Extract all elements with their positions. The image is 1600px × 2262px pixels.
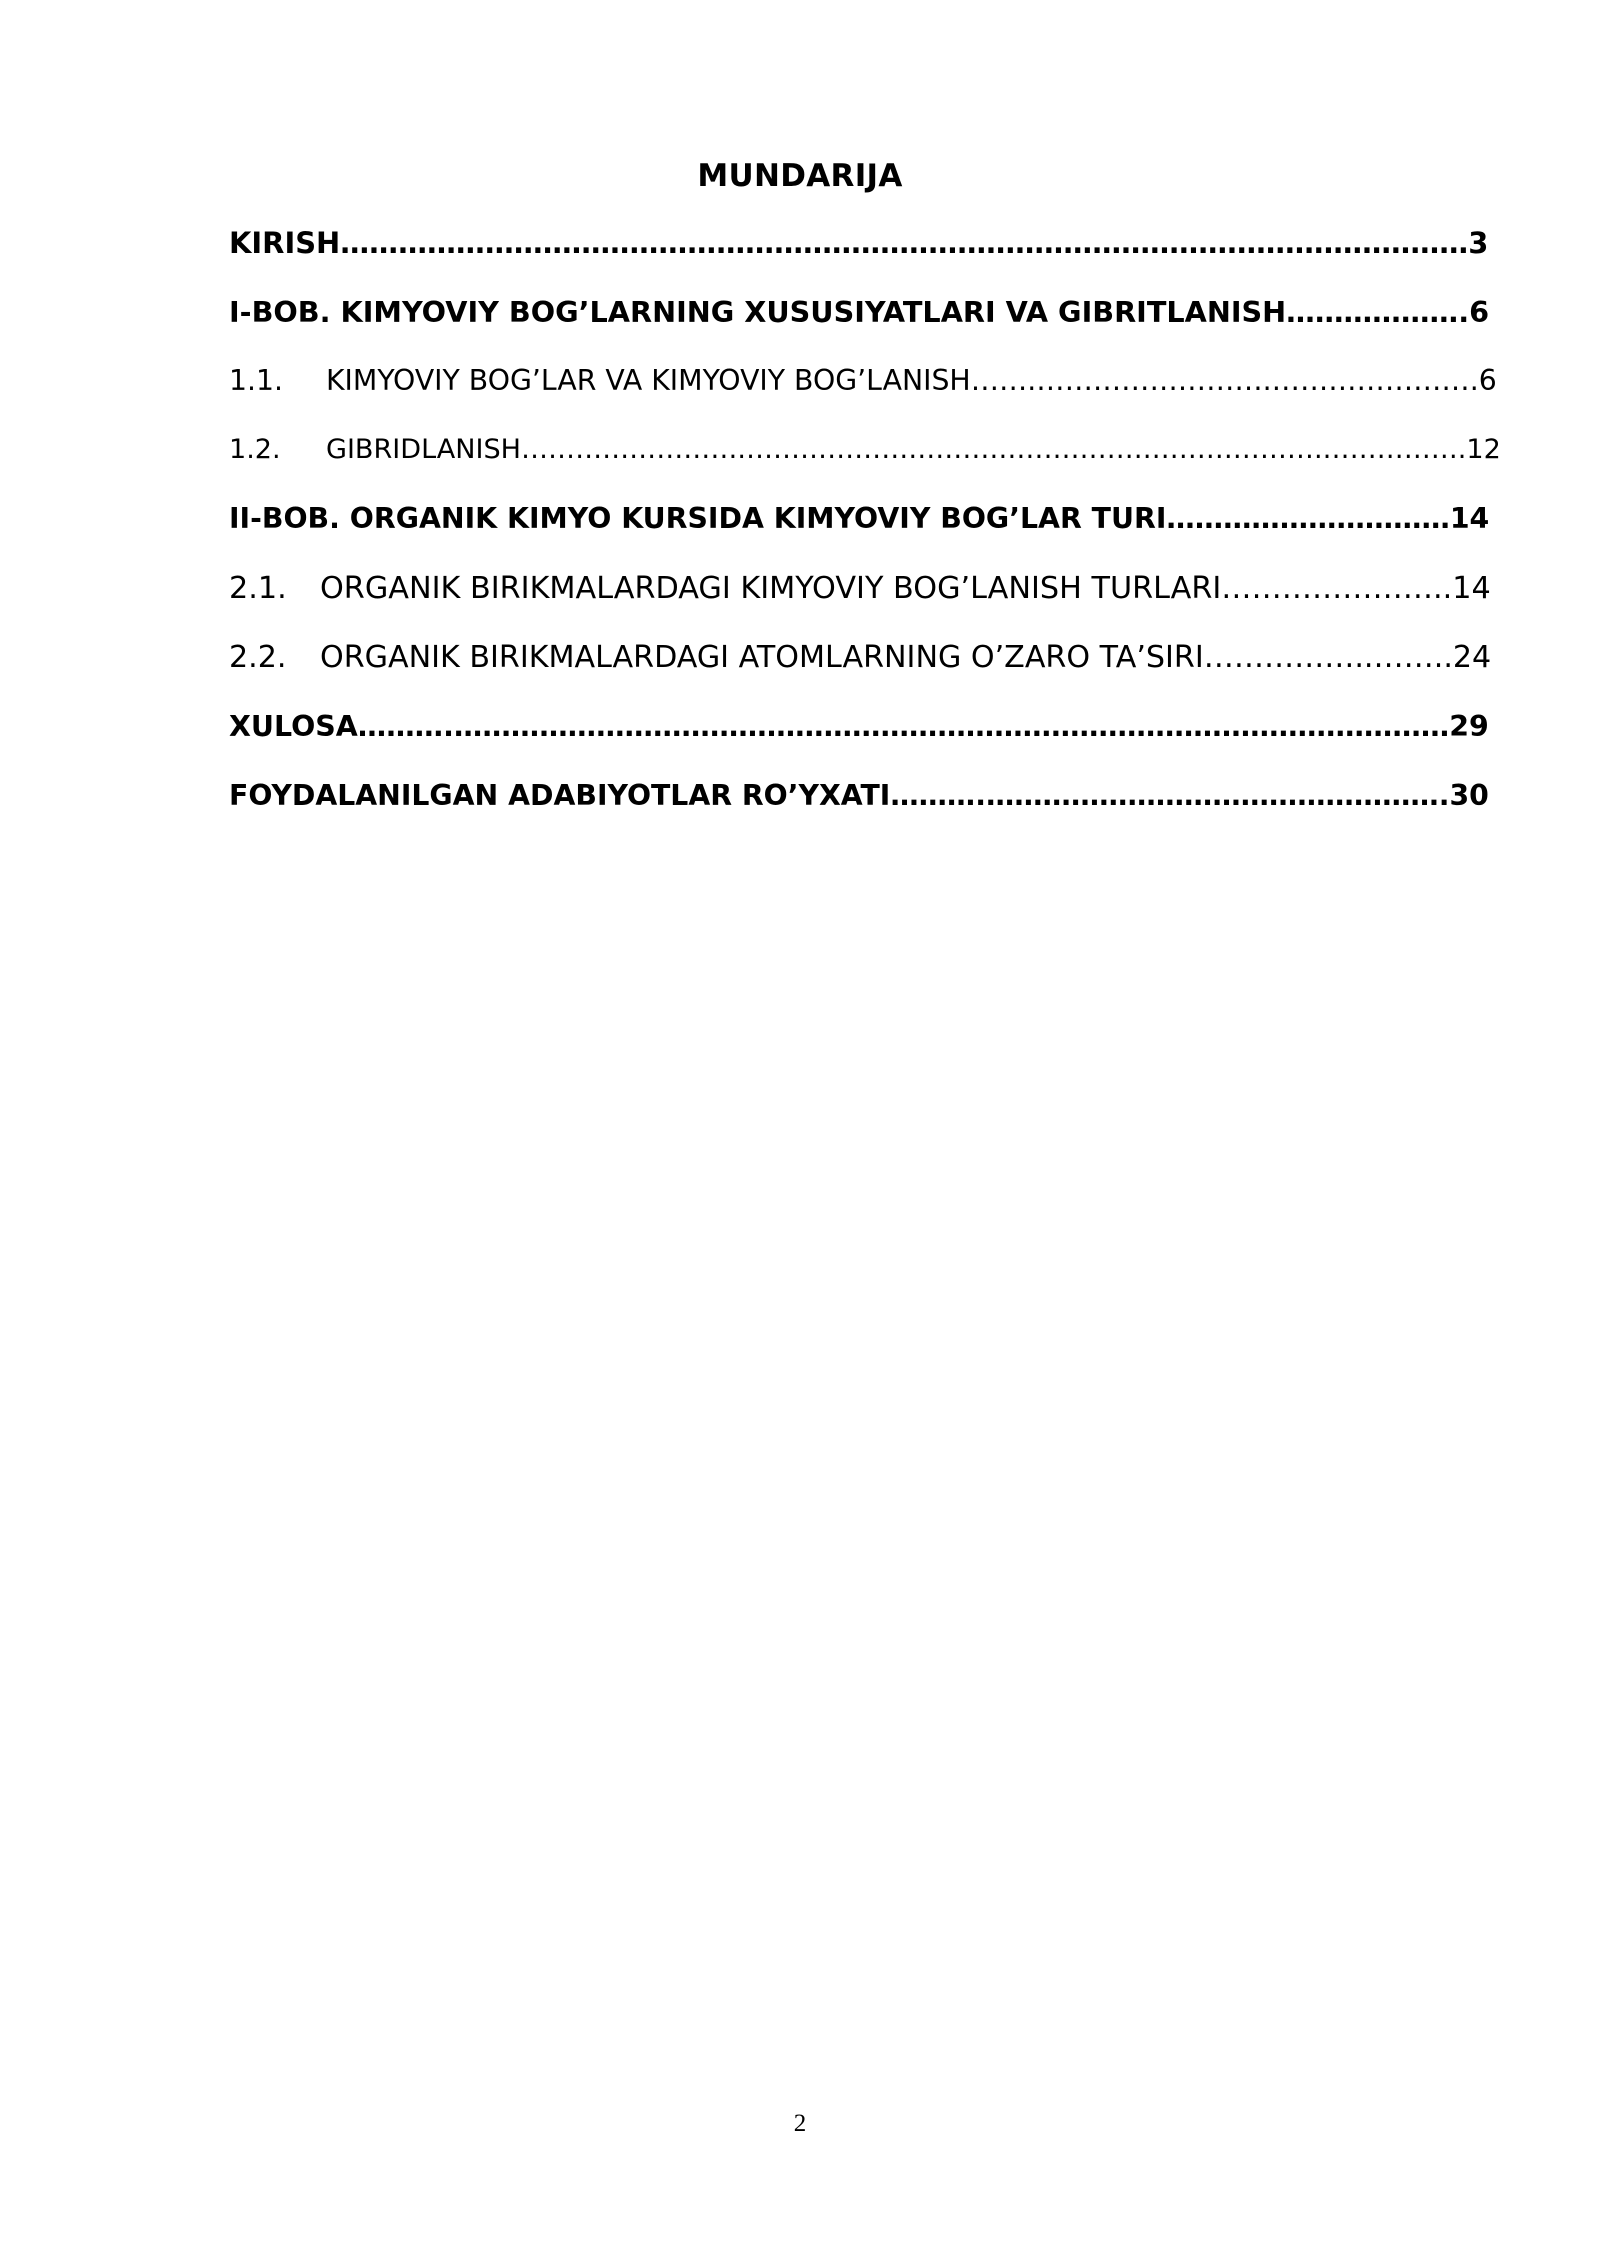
toc-entry-section-1-2	[229, 430, 1501, 470]
toc-entry-section-1-1	[229, 361, 1497, 401]
toc-entry-section-2-2	[229, 638, 1491, 678]
toc-entry-text: FOYDALANILGAN ADABIYOTLAR RO’YXATI……….………………………………………….30	[229, 779, 1489, 812]
toc-entry-text: ORGANIK BIRIKMALARDAGI ATOMLARNING O’ZARO TA’SIRI……………..……..24	[320, 640, 1492, 675]
toc-entry-chapter-2	[229, 499, 1489, 539]
toc-entry-number: 1.1.	[229, 364, 283, 397]
toc-entry-text: ORGANIK BIRIKMALARDAGI KIMYOVIY BOG’LANISH TURLARI…………………..14	[320, 571, 1491, 606]
toc-entry-number: 2.1.	[229, 571, 287, 606]
toc-entry-xulosa	[229, 707, 1489, 747]
toc-entry-text: KIMYOVIY BOG’LAR VA KIMYOVIY BOG’LANISH…….…………………….………………….6	[326, 364, 1497, 397]
toc-entry-text: GIBRIDLANISH…………………….……………………………………………………….…………….12	[326, 434, 1501, 465]
toc-entry-text: KIRISH………………………………………………………………………………………………………3	[229, 226, 1489, 260]
toc-entry-text: XULOSA……….……………………………………………………………………………………………29	[229, 710, 1489, 743]
toc-entry-number: 2.2.	[229, 640, 287, 675]
toc-entry-references	[229, 776, 1489, 816]
page-number: 2	[793, 2110, 807, 2137]
toc-entry-kirish	[229, 223, 1488, 263]
toc-entry-text: II-BOB. ORGANIK KIMYO KURSIDA KIMYOVIY BOG’LAR TURI…………………………14	[229, 502, 1490, 535]
toc-entry-text: I-BOB. KIMYOVIY BOG’LARNING XUSUSIYATLARI VA GIBRITLANISH……………….6	[229, 295, 1490, 329]
toc-entry-section-2-1	[229, 569, 1491, 609]
toc-entry-number: 1.2.	[229, 434, 281, 465]
toc-title: MUNDARIJA	[697, 158, 903, 194]
toc-entry-chapter-1	[229, 292, 1489, 332]
